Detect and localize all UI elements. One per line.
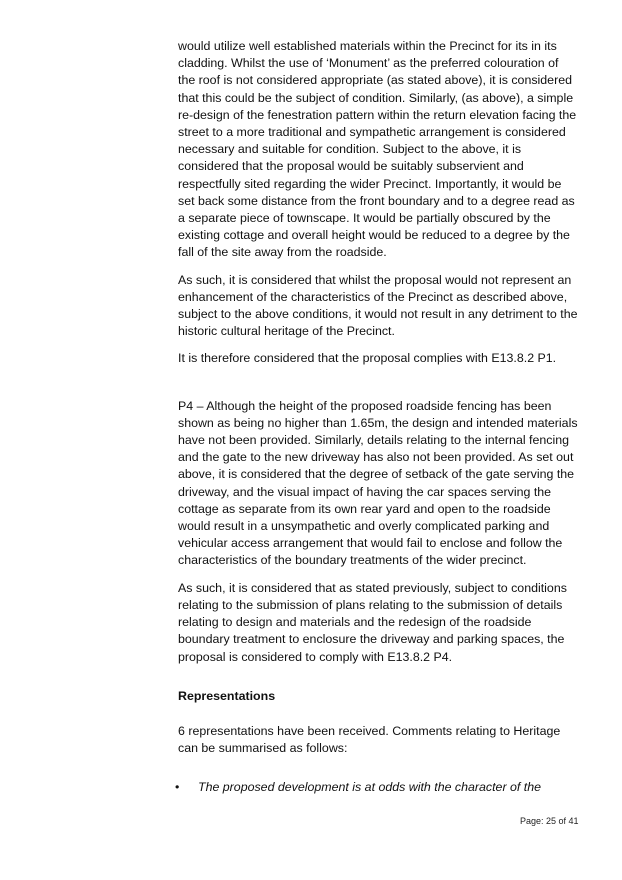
document-body <box>175 38 578 797</box>
paragraph-p1-compliance: It is therefore considered that the proposal complies with E13.8.2 P1. <box>178 351 557 366</box>
page-number: Page: 25 of 41 <box>520 816 579 826</box>
paragraph-p4-compliance: As such, it is considered that as stated previously, subject to conditions relating to the submission of plans relating to the submission of details relating to design and materials and the redesign of the roadside boundary treatment to enclosure the driveway and parking spaces, the proposal is considered to comply with E13.8.2 P4. <box>178 580 567 664</box>
list-item <box>175 779 578 796</box>
paragraph-p4-fencing: P4 – Although the height of the proposed roadside fencing has been shown as being no higher than 1.65m, the design and intended materials have not been provided. Similarly, details relating to the internal fencing and the gate to the new driveway has also not been provided. As set out above, it is considered that the degree of setback of the gate serving the driveway, and the visual impact of having the car spaces serving the cottage as separate from its own rear yard and open to the roadside would result in a unsympathetic and overly complicated parking and vehicular access arrangement that would fail to enclose and follow the characteristics of the boundary treatments of the wider precinct. <box>178 398 578 568</box>
paragraph-precinct-enhancement: As such, it is considered that whilst the proposal would not represent an enhancement of the characteristics of the Precinct as described above, subject to the above conditions, it would not result in any detriment to the historic cultural heritage of the Precinct. <box>178 272 578 339</box>
paragraph-materials: would utilize well established materials within the Precinct for its in its cladding. Whilst the use of ‘Monument’ as the preferred colouration of the roof is not considered appropriate (as stated above), it is considered that this could be the subject of condition. Similarly, (as above), a simple re-design of the fenestration pattern within the return elevation facing the street to a more traditional and sympathetic arrangement is considered necessary and suitable for condition. Subject to the above, it is considered that the proposal would be suitably subservient and respectfully sited regarding the wider Precinct. Importantly, it would be set back some distance from the front boundary and to a degree read as a separate piece of townscape. It would be partially obscured by the existing cottage and overall height would be reduced to a degree by the fall of the site away from the roadside. <box>178 39 577 260</box>
section-heading-representations: Representations <box>178 688 276 703</box>
bullet-text: The proposed development is at odds with the character of the <box>198 780 542 795</box>
paragraph-representations-summary: 6 representations have been received. Comments relating to Heritage can be summarised as follows: <box>178 723 561 756</box>
bullet-icon: • <box>175 780 180 795</box>
